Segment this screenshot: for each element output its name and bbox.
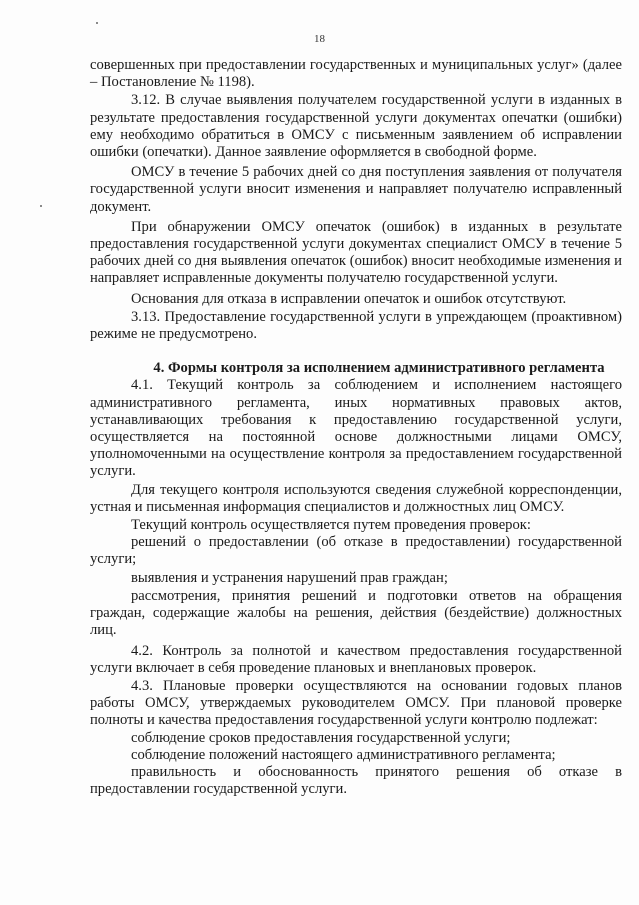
paragraph-3-13: 3.13. Предоставление государственной услуги в упреждающем (проактивном) режиме не предусмотрено. [90,308,622,343]
paragraph-control-sources: Для текущего контроля используются сведения служебной корреспонденции, устная и письменная информация специалистов и должностных лиц ОМСУ. [90,481,622,515]
paragraph-checks-intro: Текущий контроль осуществляется путем проведения проверок: [131,517,531,534]
scan-speck [40,205,42,207]
page-number: 18 [314,33,325,45]
list-item-violations: выявления и устранения нарушений прав граждан; [131,569,448,586]
paragraph-continuation: совершенных при предоставлении государственных и муниципальных услуг» (далее – Постановление № 1198). [90,57,622,91]
paragraph-omsu-corrections: ОМСУ в течение 5 рабочих дней со дня поступления заявления от получателя государственной услуги вносит изменения и направляет получателю исправленный документ. [90,164,622,215]
paragraph-typo-detection: При обнаружении ОМСУ опечаток (ошибок) в изданных в результате предоставления государственной услуги документах специалист ОМСУ в течение 5 рабочих дней со дня выявления опечаток (ошибок) вносит необходимые изменения и направляет исправленные документы получателю государственной услуги. [90,218,622,287]
paragraph-4-1: 4.1. Текущий контроль за соблюдением и исполнением настоящего административного регламента, иных нормативных правовых актов, устанавливающих требования к предоставлению государственной услуги, осуществляется на постоянной основе должностными лицами ОМСУ, уполномоченными на осуществление контроля за предоставлением государственной услуги. [90,377,622,480]
list-item-refusal-validity: правильность и обоснованность принятого решения об отказе в предоставлении государственной услуги. [90,763,622,798]
paragraph-4-2: 4.2. Контроль за полнотой и качеством предоставления государственной услуги включает в себя проведение плановых и внеплановых проверок. [90,642,622,676]
list-item-regulation: соблюдение положений настоящего административного регламента; [131,746,556,763]
paragraph-4-3: 4.3. Плановые проверки осуществляются на основании годовых планов работы ОМСУ, утверждаемых руководителем ОМСУ. При плановой проверке полноты и качества предоставления государственной услуги контролю подлежат: [90,677,622,729]
list-item-decisions: решений о предоставлении (об отказе в предоставлении) государственной услуги; [90,534,622,568]
section-heading: 4. Формы контроля за исполнением административного регламента [153,360,605,377]
scan-speck [96,22,98,24]
list-item-complaints: рассмотрения, принятия решений и подготовки ответов на обращения граждан, содержащие жалобы на решения, действия (бездействие) должностных лиц. [90,587,622,639]
paragraph-no-refusal-grounds: Основания для отказа в исправлении опечаток и ошибок отсутствуют. [131,290,567,307]
document-body [90,57,622,798]
paragraph-3-12: 3.12. В случае выявления получателем государственной услуги в изданных в результате предоставления государственной услуги документах опечатки (ошибки) ему необходимо обратиться в ОМСУ с письменным заявлением об исправлении ошибки (опечатки). Данное заявление оформляется в свободной форме. [90,92,622,161]
list-item-deadlines: соблюдение сроков предоставления государственной услуги; [131,729,511,746]
